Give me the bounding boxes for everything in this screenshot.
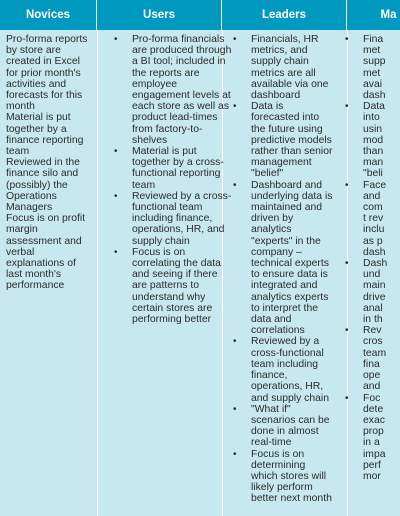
masters-text-fragment: anal [363,302,383,314]
users-text: Material is put together by a cross-functional reporting team [132,146,224,191]
masters-text-fragment: in th [363,314,383,326]
header-row [0,0,400,30]
bullet-icon: • [345,392,349,404]
masters-text-fragment: dete [363,403,384,415]
list-item [339,34,400,101]
masters-text-fragment: Rev [363,325,382,337]
masters-text-fragment: prop [363,426,384,438]
list-item [108,34,232,146]
list-item [108,146,232,191]
masters-text-fragment: team [363,347,387,359]
masters-text-fragment: main [363,280,386,292]
masters-text-fragment: avai [363,78,383,90]
masters-text-fragment: Fina [363,34,384,45]
masters-text-fragment: and [363,190,381,202]
masters-text-fragment: met [363,45,381,57]
masters-text-fragment: into [363,112,380,124]
list-item [227,336,333,403]
bullet-icon: • [233,179,237,191]
masters-text-fragment: in a [363,437,380,449]
header-users: Users [97,0,222,30]
leaders-column [227,34,333,505]
masters-text-fragment: inclu [363,224,385,236]
bullet-icon: • [233,101,237,113]
column-divider [97,30,98,516]
masters-text-fragment: com [363,202,383,214]
users-text: Reviewed by a cross-functional team including finance, operations, HR, and supply chain [132,190,232,247]
novices-text: Material is put together by a finance reporting team [6,112,84,158]
list-item [227,404,333,449]
list-item [108,191,232,247]
bullet-icon: • [345,325,349,337]
masters-text-fragment: dash [363,90,386,102]
list-item [227,34,333,101]
masters-text-fragment: ope [363,370,381,382]
masters-text-fragment: drive [363,291,386,303]
leaders-text: Financials, HR metrics, and supply chain metrics are all available via one dashboard [251,34,329,102]
leaders-text: Focus is on determining which stores will likely perform better next month [251,448,332,505]
masters-text-fragment: mod [363,134,384,146]
header-novices: Novices [0,0,97,30]
list-item [227,180,333,337]
masters-text-fragment: and [363,381,381,393]
users-text: Pro-forma financials are produced through a BI tool; included in the reports are employee engagement levels at each store as well as product lead-times from factory-to-shelves [132,34,232,146]
header-leaders: Leaders [222,0,347,30]
list-item [339,101,400,179]
masters-text-fragment: exac [363,414,385,426]
masters-column [339,34,400,482]
bullet-icon: • [233,403,237,415]
bullet-icon: • [345,34,349,45]
masters-text-fragment: supp [363,56,386,68]
masters-text-fragment: as p [363,235,383,247]
bullet-icon: • [114,246,118,258]
list-item [227,449,333,505]
novices-column [6,34,92,292]
novices-text: Focus is on profit margin assessment and verbal explanations of last month's performance [6,213,86,292]
list-item [339,325,400,392]
list-item [339,393,400,483]
bullet-icon: • [233,34,237,45]
novices-text: Reviewed in the finance silo and (possibly) the Operations Managers [6,157,80,214]
bullet-icon: • [114,34,118,45]
bullet-icon: • [233,448,237,460]
masters-text-fragment: fina [363,358,380,370]
masters-text-fragment: "beli [363,168,383,180]
list-item [339,258,400,325]
list-item [108,247,232,325]
novices-text: Pro-forma reports by store are created in Excel for prior month's activities and forecasts for this month [6,34,88,113]
bullet-icon: • [345,258,349,270]
bullet-icon: • [114,190,118,202]
masters-text-fragment: perf [363,459,381,471]
masters-text-fragment: man [363,157,384,169]
masters-text-fragment: met [363,67,381,79]
bullet-icon: • [345,101,349,113]
leaders-text: Dashboard and underlying data is maintained and driven by analytics "experts" in the company – technical experts to ensure data is integrated and analytics experts to interpret the data and correlations [251,179,333,337]
masters-text-fragment: dash [363,246,386,258]
bullet-icon: • [345,179,349,191]
masters-text-fragment: than [363,146,384,158]
list-item [227,101,333,179]
masters-text-fragment: cros [363,336,383,348]
list-item [339,180,400,258]
masters-text-fragment: Data [363,101,385,113]
leaders-text: Reviewed by a cross-functional team including finance, operations, HR, and supply chain [251,336,329,404]
masters-text-fragment: mor [363,470,381,482]
leaders-text: Data is forecasted into the future using predictive models rather than senior management "belief" [251,101,333,180]
masters-text-fragment: Dash [363,258,388,270]
masters-text-fragment: t rev [363,213,384,225]
masters-text-fragment: Foc [363,392,381,404]
bullet-icon: • [114,146,118,158]
header-masters: Ma [380,9,397,21]
masters-text-fragment: und [363,269,381,281]
users-text: Focus is on correlating the data and seeing if there are patterns to understand why certain stores are performing better [132,246,221,326]
users-column [108,34,232,325]
bullet-icon: • [233,336,237,348]
masters-text-fragment: Face [363,179,387,191]
masters-text-fragment: impa [363,448,386,460]
masters-text-fragment: usin [363,123,383,135]
leaders-text: "What if" scenarios can be done in almost real-time [251,403,330,449]
